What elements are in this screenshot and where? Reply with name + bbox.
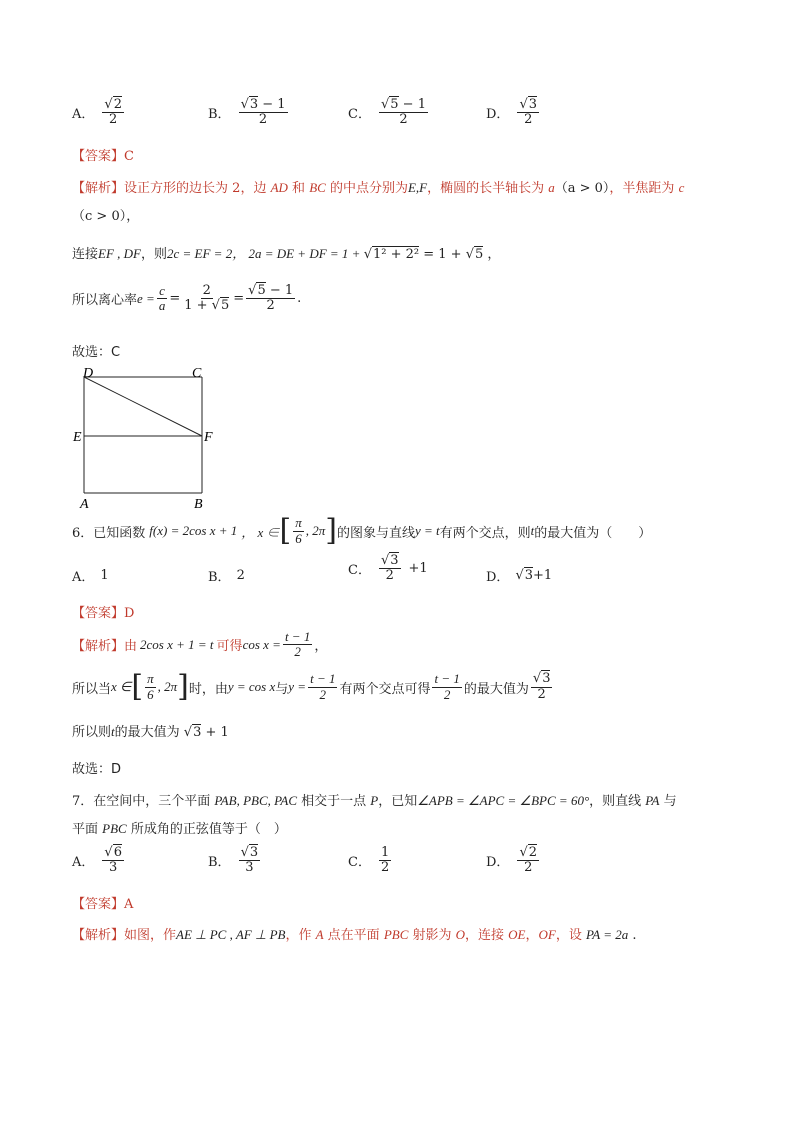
q6-question xyxy=(72,513,652,548)
text: 点在平面 xyxy=(323,928,384,943)
text: 射影为 xyxy=(408,928,456,943)
suffix: +1 xyxy=(408,561,428,577)
radicand: 2 xyxy=(113,97,122,112)
text: 所以离心率 xyxy=(72,293,138,309)
option-value: 1 xyxy=(100,568,109,583)
text: 有两个交点可得 xyxy=(339,681,431,697)
text: 平面 xyxy=(72,822,103,837)
upper-bound: , 2π xyxy=(157,679,178,694)
radicand: 6 xyxy=(113,845,122,860)
option-fraction: $\frac{√3 - 1}{2}$ xyxy=(240,97,286,128)
numerator: 2 xyxy=(202,283,211,298)
text: 和 xyxy=(287,181,310,196)
q7-question-line2 xyxy=(72,818,287,837)
text: 连接 xyxy=(72,247,99,262)
question-number: 7． xyxy=(72,794,94,809)
text: 所以当 xyxy=(72,681,112,697)
radicand: 3 xyxy=(542,671,551,687)
q6-option-a xyxy=(72,566,109,585)
equation: y = cos x xyxy=(227,679,276,694)
option-value: 2 xyxy=(236,568,245,583)
text: 相交于一点 xyxy=(297,794,371,809)
text: ，半焦距为 xyxy=(609,181,679,196)
option-label: C． xyxy=(348,563,371,579)
point-o: O xyxy=(455,927,466,942)
equation: 2c = EF = 2 xyxy=(167,246,233,261)
denominator: 2 xyxy=(294,644,301,660)
domain: x ∈ xyxy=(111,679,132,694)
answer-value: A xyxy=(124,897,134,912)
radicand: 3 xyxy=(249,97,259,112)
option-label: B． xyxy=(208,855,231,871)
option-label: C． xyxy=(348,855,371,871)
square-figure xyxy=(72,363,222,513)
text: 2 xyxy=(232,181,241,196)
q7-analysis-line1 xyxy=(72,924,637,943)
q7-option-d: D． $\frac{√2}{2}$ xyxy=(486,845,538,876)
equation: y = xyxy=(288,679,307,694)
option-label: A． xyxy=(72,570,95,585)
numerator: t − 1 xyxy=(310,671,336,687)
segment-oe: OE xyxy=(508,927,526,942)
option-label: B． xyxy=(208,107,231,123)
denominator: 2 xyxy=(399,112,408,128)
text: ，设 xyxy=(555,928,587,943)
segments: EF , DF xyxy=(98,246,141,261)
numerator: π xyxy=(147,671,154,687)
numerator: 1 xyxy=(380,845,390,860)
denominator: 2 xyxy=(266,298,275,314)
equation: = 1 + xyxy=(419,247,466,262)
radicand: 3 xyxy=(193,725,202,740)
analysis-tag: 【解析】 xyxy=(72,639,125,655)
denominator: 2 xyxy=(109,112,118,128)
q5-option-d xyxy=(486,98,541,128)
var-t: t xyxy=(111,724,115,739)
fraction-2: $\frac{2}{1 + √5}$ xyxy=(184,283,230,314)
text: 的最大值为 xyxy=(463,681,529,697)
option-label: A． xyxy=(72,855,95,871)
option-label: D． xyxy=(486,107,510,123)
label-e: E xyxy=(73,430,82,445)
denominator: 2 xyxy=(319,686,327,702)
option-label: D． xyxy=(486,855,510,871)
text: ， xyxy=(483,247,501,262)
text: 的中点分别为 xyxy=(325,181,408,196)
denominator: 2 xyxy=(537,686,546,702)
q6-option-c: C． $\frac{√3}{2}$ +1 xyxy=(348,553,428,584)
num-suffix: − 1 xyxy=(258,97,286,112)
line-pa: PA xyxy=(645,793,660,808)
text: ，边 xyxy=(240,181,271,196)
denominator: 2 xyxy=(385,568,394,584)
text: ，椭圆的长半轴长为 xyxy=(427,181,549,196)
line-eq: y = t xyxy=(415,523,440,538)
denominator: 2 xyxy=(524,860,533,876)
segment-of: OF xyxy=(538,927,556,942)
text: 的最大值为 xyxy=(114,725,180,740)
denominator: 3 xyxy=(245,860,254,876)
function: f(x) = 2cos x + 1 xyxy=(149,523,238,538)
text: 有两个交点，则 xyxy=(439,525,531,541)
analysis-tag: 【解析】 xyxy=(72,181,125,196)
q5-choose: 故选：C xyxy=(72,345,121,360)
condition-a: （a > 0） xyxy=(554,181,610,196)
radicand: 3 xyxy=(528,97,538,112)
radicand: 3 xyxy=(249,845,259,860)
label-b: B xyxy=(194,497,203,512)
answer-value: C xyxy=(124,149,134,164)
condition-c: （c > 0）， xyxy=(72,209,140,224)
text: ， xyxy=(314,639,328,655)
text: 的最大值为（ ） xyxy=(534,525,652,541)
q7-answer xyxy=(72,893,133,912)
point-p: P xyxy=(370,793,379,808)
equation: cos x = xyxy=(242,636,281,652)
plane-pbc: PBC xyxy=(102,821,127,836)
text: 与 xyxy=(275,681,289,697)
text: . xyxy=(297,291,302,307)
point-a: A xyxy=(315,927,324,942)
text: ，则直线 xyxy=(589,794,646,809)
denominator: 1 + xyxy=(184,298,212,314)
text: 在空间中，三个平面 xyxy=(93,794,215,809)
answer-value: D xyxy=(124,606,135,621)
segment-bc: BC xyxy=(309,180,326,195)
answer-tag: 【答案】 xyxy=(72,606,125,621)
text: 如图，作 xyxy=(124,928,177,943)
text: 所成角的正弦值等于（ ） xyxy=(126,822,287,837)
q5-analysis-line1 xyxy=(72,177,684,196)
upper-bound: , 2π xyxy=(305,523,326,538)
equation: PA = 2a xyxy=(586,927,629,942)
q6-option-d: D． √3+1 xyxy=(486,568,553,585)
q6-option-b xyxy=(208,566,245,585)
answer-tag: 【答案】 xyxy=(72,897,125,912)
q5-option-c xyxy=(348,98,430,128)
domain: ， x ∈ xyxy=(241,524,280,540)
numerator: t − 1 xyxy=(284,629,311,644)
text: 设正方形的边长为 xyxy=(124,181,233,196)
radicand: 5 xyxy=(390,97,399,112)
denominator: 2 xyxy=(380,860,390,876)
points-ef: E,F xyxy=(407,180,428,195)
text: ，作 xyxy=(285,928,316,943)
text: ，已知 xyxy=(378,794,418,809)
text: ，则 xyxy=(140,247,167,262)
numerator: t − 1 xyxy=(434,671,460,687)
radicand: 5 xyxy=(257,283,266,298)
question-number: 6． xyxy=(72,525,94,541)
option-fraction: $\frac{√3}{2}$ xyxy=(519,97,538,128)
radicand: 2 xyxy=(528,845,538,860)
num-suffix: − 1 xyxy=(265,283,294,298)
q7-option-c xyxy=(348,846,393,876)
fraction-c-over-a xyxy=(157,284,168,314)
radicand: 1² + 2² xyxy=(373,247,420,262)
denominator: 6 xyxy=(147,686,154,702)
numerator: π xyxy=(295,515,302,531)
option-fraction: $\frac{√2}{2}$ xyxy=(104,97,122,128)
denominator: 2 xyxy=(443,686,451,702)
denominator: 2 xyxy=(524,112,533,128)
denominator: 3 xyxy=(109,860,118,876)
text: 与 xyxy=(659,794,677,809)
planes: PAB, PBC, PAC xyxy=(214,793,297,808)
equation: e = xyxy=(137,290,155,306)
label-d: D xyxy=(83,366,94,381)
equation: 2cos x + 1 = t xyxy=(140,636,214,652)
option-label: B． xyxy=(208,570,231,585)
fraction-result: $\frac{√5 - 1}{2}$ xyxy=(248,283,294,314)
option-label: D． xyxy=(486,570,510,585)
label-f: F xyxy=(204,430,213,445)
q7-question-line1 xyxy=(72,790,677,809)
equation: ， 2a = DE + DF = 1 + xyxy=(232,246,364,261)
denominator: 2 xyxy=(258,112,268,128)
denominator: a xyxy=(158,298,166,314)
option-label: A． xyxy=(72,107,95,123)
radicand: 3 xyxy=(390,553,399,568)
suffix: +1 xyxy=(533,568,553,583)
answer-tag: 【答案】 xyxy=(72,149,125,164)
q6-analysis-line3: 所以则t的最大值为 √3 + 1 xyxy=(72,724,229,740)
q5-eccentricity-line: 所以离心率 e = $\frac{c}{a}$ = $\frac{2}{1 + √5}$ = $\frac{√5 - 1}{2}$ . xyxy=(72,283,302,314)
radicand: 5 xyxy=(220,298,230,314)
text: + 1 xyxy=(201,725,229,740)
text: 可得 xyxy=(216,639,243,655)
var-c: c xyxy=(678,180,685,195)
num-suffix: − 1 xyxy=(398,97,426,112)
label-c: C xyxy=(192,366,202,381)
q5-answer xyxy=(72,145,134,164)
q7-option-a: A． $\frac{√6}{3}$ xyxy=(72,845,122,876)
angles: ∠APB = ∠APC = ∠BPC = 60° xyxy=(417,793,590,808)
text: ，连接 xyxy=(465,928,509,943)
radicand: 5 xyxy=(475,247,484,262)
segment-df xyxy=(84,377,202,436)
q6-analysis-line1 xyxy=(72,630,327,660)
denominator: 6 xyxy=(295,530,302,546)
text: 已知函数 xyxy=(93,525,146,541)
q7-option-b: B． $\frac{√3}{3}$ xyxy=(208,845,259,876)
option-fraction: $\frac{√5 - 1}{2}$ xyxy=(380,97,426,128)
perpendiculars: AE ⊥ PC , AF ⊥ PB xyxy=(176,927,286,942)
numerator: c xyxy=(159,283,165,298)
text: 所以则 xyxy=(72,725,112,740)
text: ， xyxy=(525,928,539,943)
q5-connect-line: 连接EF , DF，则2c = EF = 2， 2a = DE + DF = 1 + √1² + 2² = 1 + √5 ， xyxy=(72,246,501,262)
option-label: C． xyxy=(348,107,371,123)
segment-ad: AD xyxy=(270,180,288,195)
var-t: t xyxy=(530,523,535,538)
text: 时，由 xyxy=(188,681,228,697)
analysis-tag: 【解析】 xyxy=(72,928,125,943)
text: . xyxy=(628,928,637,943)
radicand: 3 xyxy=(524,568,534,583)
q6-answer xyxy=(72,602,134,621)
interval: [ $\frac{\pi}{6}$ , 2π ] xyxy=(279,513,337,548)
text: 的图象与直线 xyxy=(336,525,415,541)
q5-option-a xyxy=(72,98,126,128)
var-a: a xyxy=(548,180,555,195)
label-a: A xyxy=(80,497,89,512)
text: 由 xyxy=(124,639,138,655)
plane-pbc: PBC xyxy=(383,927,409,942)
q5-option-b xyxy=(208,98,290,128)
q6-analysis-line2: 所以当 x ∈ [ $\frac{\pi}{6}$ , 2π ] 时，由 y = cos x 与 y = $\frac{t - 1}{2}$ 有两个交点可得 $\frac{t - 1}{2}$ 的最大值为 $\frac{√3}{2}$ xyxy=(72,669,551,704)
q5-analysis-line1b xyxy=(72,205,139,224)
q6-choose: 故选：D xyxy=(72,762,122,777)
